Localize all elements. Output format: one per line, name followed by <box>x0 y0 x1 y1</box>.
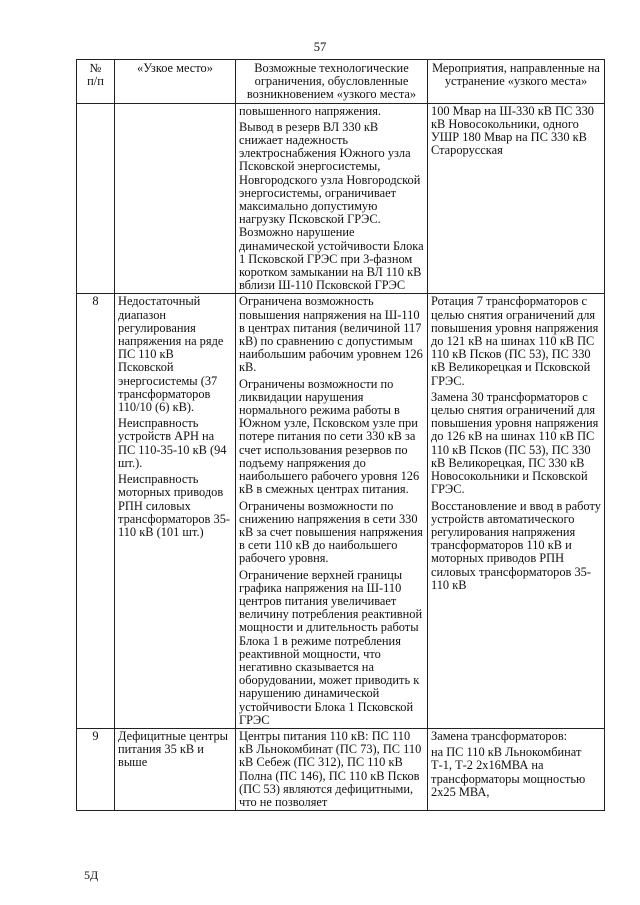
measures-paragraph: Замена 30 трансформаторов с целью снятия ограничений для повышения уровня напряжения до 126 кВ на шинах 110 кВ ПС 110 кВ Псков (ПС 53), ПС 330 кВ Великорецкая, ПС 330 кВ Новосокольники и Псковской ГРЭС. <box>431 389 599 497</box>
header-measures: Мероприятия, направленные на устранение «узкого места» <box>428 60 605 104</box>
cell-bottleneck <box>115 728 236 810</box>
measures-paragraph: Ротация 7 трансформаторов с целью снятия ограничений для повышения уровня напряжения до 121 кВ на шинах 110 кВ ПС 110 кВ Псков (ПС 53), ПС 330 кВ Великорецкая и Псковской ГРЭС. <box>431 294 599 388</box>
page-number: 57 <box>313 40 327 54</box>
table-header-row <box>77 60 605 104</box>
limits-paragraph: Вывод в резерв ВЛ 330 кВ снижает надежность электроснабжения Южного узла Псковской энергосистемы, Новгородского узла Новгородской энергосистемы, ограничивает максимально допустимую нагрузку Псковской ГРЭС. Возможно нарушение динамической устойчивости Блока 1 Псковской ГРЭС при 3-фазном коротком замыкании на ВЛ 110 кВ вблизи Ш-110 Псковской ГРЭС <box>239 119 424 293</box>
limits-paragraph: повышенного напряжения. <box>239 103 382 118</box>
row-number <box>77 103 115 294</box>
measures-paragraph: Замена трансформаторов: <box>431 728 568 743</box>
cell-limits <box>236 728 428 810</box>
bottleneck-paragraph: Дефицитные центры питания 35 кВ и выше <box>118 728 228 770</box>
table-row <box>77 728 605 810</box>
bottleneck-paragraph: Неисправность устройств АРН на ПС 110-35-10 кВ (94 шт.). <box>118 416 227 470</box>
cell-limits <box>236 103 428 294</box>
measures-paragraph: Восстановление и ввод в работу устройств автоматического регулирования напряжения трансформаторов 110 кВ и моторных приводов РПН силовых трансформаторов 35-110 кВ <box>431 498 601 592</box>
limits-paragraph: Ограничение верхней границы графика напряжения на Ш-110 центров питания увеличивает величину потребления реактивной мощности и длительность работы Блока 1 в режиме потребления реактивной мощности, что негативно сказывается на оборудовании, может приводить к нарушению динамической устойчивости Блока 1 Псковской ГРЭС <box>239 567 423 727</box>
bottleneck-paragraph: Неисправность моторных приводов РПН силовых трансформаторов 35-110 кВ (101 шт.) <box>118 472 231 539</box>
cell-limits <box>236 294 428 729</box>
cell-measures <box>428 728 605 810</box>
header-bottleneck: «Узкое место» <box>115 60 236 104</box>
footer-mark: 5Д <box>84 868 99 882</box>
limits-paragraph: Центры питания 110 кВ: ПС 110 кВ Льнокомбинат (ПС 73), ПС 110 кВ Себеж (ПС 312), ПС 110 кВ Полна (ПС 146), ПС 110 кВ Псков (ПС 53) являются дефицитными, что не позволяет <box>239 728 422 809</box>
limits-paragraph: Ограничена возможность повышения напряжения на Ш-110 в центрах питания (величиной 117 кВ) по сравнению с допустимым наибольшим рабочим уровнем 126 кВ. <box>239 294 423 375</box>
cell-measures <box>428 103 605 294</box>
bottleneck-paragraph: Недостаточный диапазон регулирования напряжения на ряде ПС 110 кВ Псковской энергосистемы (37 трансформаторов 110/10 (6) кВ). <box>118 294 224 415</box>
cell-bottleneck <box>115 294 236 729</box>
measures-paragraph: 100 Мвар на Ш-330 кВ ПС 330 кВ Новосокольники, одного УШР 180 Мвар на ПС 330 кВ Старорусская <box>431 103 594 158</box>
row-number: 8 <box>77 294 115 729</box>
measures-paragraph: на ПС 110 кВ Льнокомбинат Т-1, Т-2 2х16МВА на трансформаторы мощностью 2х25 МВА, <box>431 745 586 799</box>
header-limits: Возможные технологические ограничения, обусловленные возникновением «узкого места» <box>236 60 428 104</box>
table-row <box>77 103 605 294</box>
cell-measures <box>428 294 605 729</box>
table-row <box>77 294 605 729</box>
header-num: № п/п <box>77 60 115 104</box>
row-number: 9 <box>77 728 115 810</box>
limits-paragraph: Ограничены возможности по снижению напряжения в сети 330 кВ за счет повышения напряжения в сети 110 кВ до наибольшего рабочего уровня. <box>239 498 423 566</box>
cell-bottleneck <box>115 103 236 294</box>
bottleneck-table <box>76 59 605 811</box>
limits-paragraph: Ограничены возможности по ликвидации нарушения нормального режима работы в Южном узле, Псковском узле при потере питания по сети 330 кВ за счет использования резервов по подъему напряжения до наибольшего рабочего уровня 126 кВ в смежных центрах питания. <box>239 376 420 497</box>
